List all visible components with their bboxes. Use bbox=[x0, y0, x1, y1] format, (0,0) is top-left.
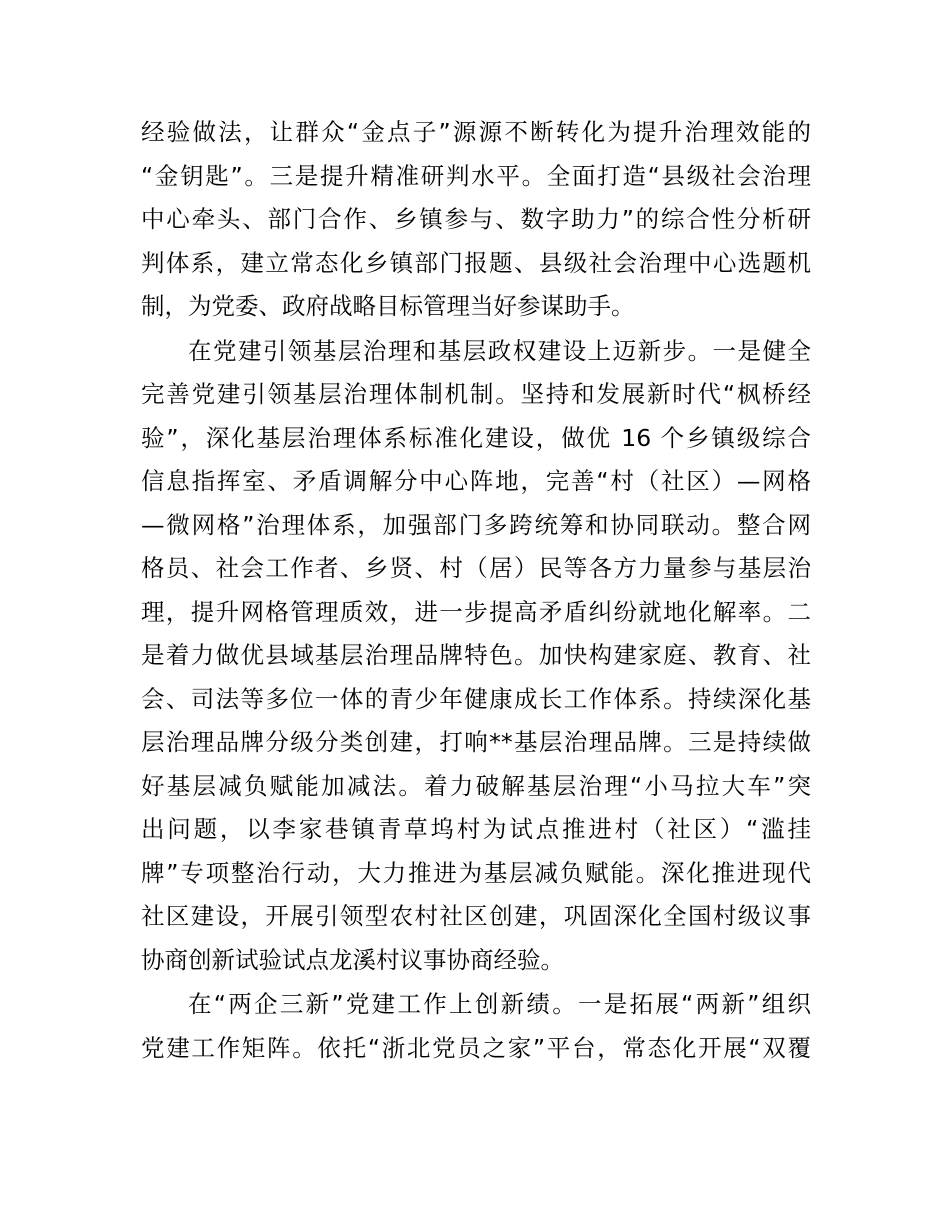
text-line: 是着力做优县域基层治理品牌特色。加快构建家庭、教育、社 bbox=[141, 641, 811, 669]
text-line: 完善党建引领基层治理体制机制。坚持和发展新时代“枫桥经 bbox=[141, 380, 811, 408]
text-line: —微网格”治理体系，加强部门多跨统筹和协同联动。整合网 bbox=[141, 510, 811, 539]
text-line: 会、司法等多位一体的青少年健康成长工作体系。持续深化基 bbox=[141, 684, 811, 713]
paragraph-1 bbox=[141, 111, 811, 329]
text-line: “金钥匙”。三是提升精准研判水平。全面打造“县级社会治理 bbox=[141, 161, 811, 190]
text-line: 信息指挥室、矛盾调解分中心阵地，完善“村（社区）—网格 bbox=[141, 467, 811, 495]
paragraph-3 bbox=[141, 983, 811, 1070]
text-line: 判体系，建立常态化乡镇部门报题、县级社会治理中心选题机 bbox=[141, 248, 811, 277]
text-line: 经验做法，让群众“金点子”源源不断转化为提升治理效能的 bbox=[141, 118, 811, 146]
text-line: 在党建引领基层治理和基层政权建设上迈新步。一是健全 bbox=[188, 336, 811, 365]
text-line: 好基层减负赋能加减法。着力破解基层治理“小马拉大车”突 bbox=[141, 771, 811, 800]
text-line: 党建工作矩阵。依托“浙北党员之家”平台，常态化开展“双覆 bbox=[141, 1033, 811, 1062]
text-line: 格员、社会工作者、乡贤、村（居）民等各方力量参与基层治 bbox=[141, 554, 811, 582]
text-line: 理，提升网格管理质效，进一步提高矛盾纠纷就地化解率。二 bbox=[141, 597, 811, 626]
text-line: 出问题，以李家巷镇青草坞村为试点推进村（社区）“滥挂 bbox=[141, 815, 811, 843]
text-line: 制，为党委、政府战略目标管理当好参谋助手。 bbox=[141, 292, 635, 320]
text-line: 协商创新试验试点龙溪村议事协商经验。 bbox=[141, 945, 564, 974]
paragraph-2 bbox=[141, 330, 811, 983]
document-body bbox=[141, 111, 811, 1070]
text-line: 牌”专项整治行动，大力推进为基层减负赋能。深化推进现代 bbox=[141, 858, 811, 887]
text-line: 中心牵头、部门合作、乡镇参与、数字助力”的综合性分析研 bbox=[141, 205, 811, 233]
text-line: 层治理品牌分级分类创建，打响**基层治理品牌。三是持续做 bbox=[141, 728, 811, 756]
text-line: 在“两企三新”党建工作上创新绩。一是拓展“两新”组织 bbox=[188, 990, 811, 1018]
text-line: 社区建设，开展引领型农村社区创建，巩固深化全国村级议事 bbox=[141, 902, 811, 930]
text-line: 验”，深化基层治理体系标准化建设，做优 16 个乡镇级综合 bbox=[141, 423, 811, 452]
